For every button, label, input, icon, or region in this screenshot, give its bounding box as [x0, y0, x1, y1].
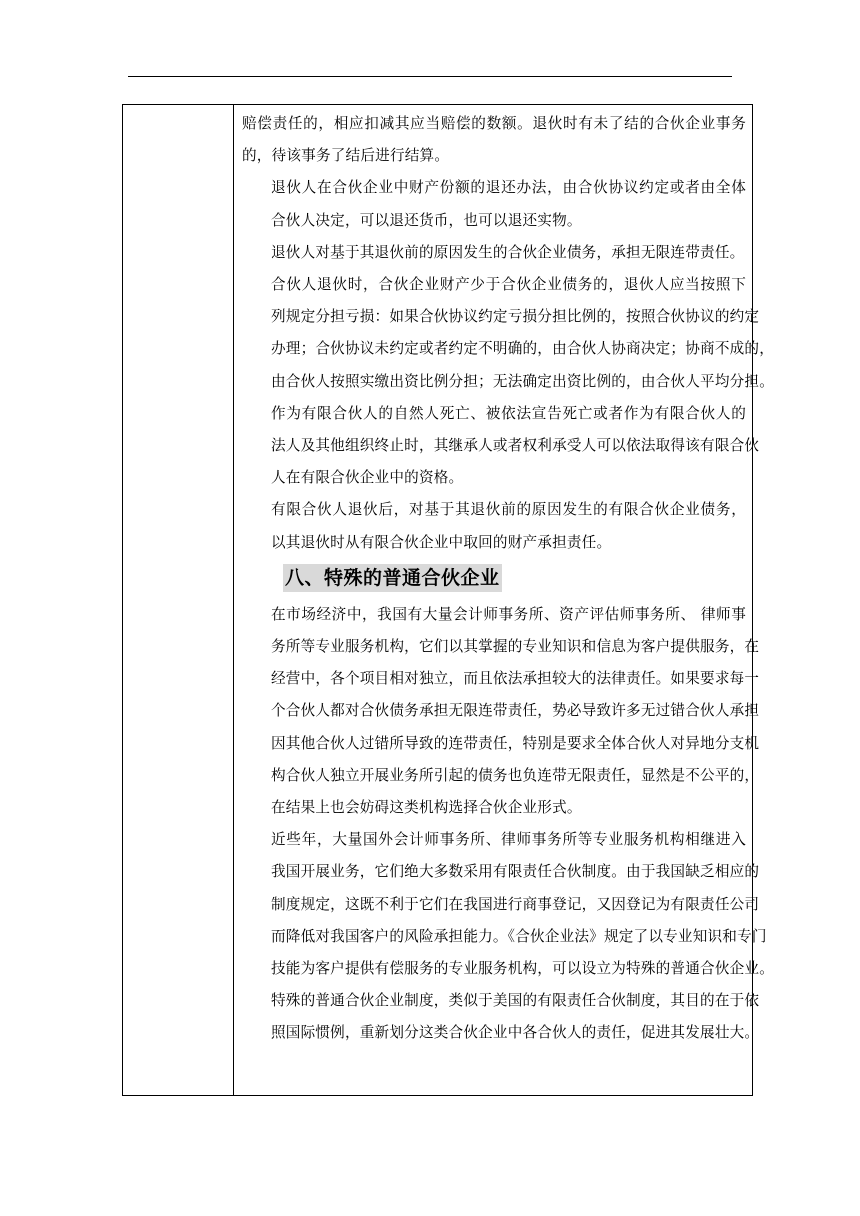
text-line: 办理；合伙协议未约定或者约定不明确的，由合伙人协商决定；协商不成的，: [271, 340, 774, 358]
text-line: 赔偿责任的，相应扣减其应当赔偿的数额。退伙时有未了结的合伙企业事务: [242, 115, 746, 132]
text-line: 构合伙人独立开展业务所引起的债务也负连带无限责任，显然是不公平的，: [271, 766, 760, 784]
text-line: 务所等专业服务机构，它们以其掌握的专业知识和信息为客户提供服务，在: [271, 638, 760, 656]
text-line: 制度规定，这既不利于它们在我国进行商事登记，又因登记为有限责任公司: [271, 895, 760, 913]
text-line: 特殊的普通合伙企业制度，类似于美国的有限责任合伙制度，其目的在于依: [271, 992, 760, 1010]
paragraph-5: [242, 398, 760, 495]
text-line: 经营中，各个项目相对独立，而且依法承担较大的法律责任。如果要求每一: [271, 670, 760, 688]
paragraph-1: [242, 108, 746, 172]
section-heading: 八、特殊的普通合伙企业: [283, 564, 502, 592]
table-left-column: [123, 105, 234, 1095]
paragraph-6: [242, 494, 746, 558]
text-line: 列规定分担亏损：如果合伙协议约定亏损分担比例的，按照合伙协议的约定: [271, 308, 760, 326]
text-line: 而降低对我国客户的风险承担能力。《合伙企业法》规定了以专业知识和专门: [271, 927, 767, 945]
text-line: 个合伙人都对合伙债务承担无限连带责任，势必导致许多无过错合伙人承担: [271, 702, 760, 720]
text-line: 技能为客户提供有偿服务的专业服务机构，可以设立为特殊的普通合伙企业。: [271, 960, 774, 978]
section-heading-row: [242, 559, 746, 599]
text-line: 我国开展业务，它们绝大多数采用有限责任合伙制度。由于我国缺乏相应的: [271, 863, 760, 881]
text-line: 在结果上也会妨碍这类机构选择合伙企业形式。: [271, 799, 582, 817]
text-line: 法人及其他组织终止时，其继承人或者权利承受人可以依法取得该有限合伙: [271, 437, 760, 455]
text-line: 合伙人决定，可以退还货币，也可以退还实物。: [271, 211, 582, 229]
content-table: [122, 104, 774, 1096]
text-line: 的，待该事务了结后进行结算。: [242, 147, 450, 165]
text-line: 有限合伙人退伙后，对基于其退伙前的原因发生的有限合伙企业债务，: [271, 501, 746, 519]
text-line: 合伙人退伙时，合伙企业财产少于合伙企业债务的，退伙人应当按照下: [271, 276, 746, 294]
paragraph-3: [242, 237, 746, 269]
header-rule: [128, 76, 732, 77]
text-line: 近些年，大量国外会计师事务所、律师事务所等专业服务机构相继进入: [271, 831, 746, 849]
text-line: 照国际惯例，重新划分这类合伙企业中各合伙人的责任，促进其发展壮大。: [271, 1024, 760, 1042]
text-line: 作为有限合伙人的自然人死亡、被依法宣告死亡或者作为有限合伙人的: [271, 404, 746, 422]
text-line: 在市场经济中，我国有大量会计师事务所、资产评估师事务所、 律师事: [271, 605, 746, 623]
paragraph-4: [242, 269, 774, 398]
table-content-cell: [242, 105, 774, 1050]
text-line: 人在有限合伙企业中的资格。: [271, 469, 464, 487]
text-line: 退伙人对基于其退伙前的原因发生的合伙企业债务，承担无限连带责任。: [271, 243, 745, 261]
text-line: 以其退伙时从有限合伙企业中取回的财产承担责任。: [271, 533, 612, 551]
paragraph-7: [242, 599, 760, 824]
paragraph-2: [242, 172, 746, 236]
paragraph-8: [242, 824, 774, 1049]
text-line: 因其他合伙人过错所导致的连带责任，特别是要求全体合伙人对异地分支机: [271, 734, 760, 752]
text-line: 退伙人在合伙企业中财产份额的退还办法，由合伙协议约定或者由全体: [271, 179, 746, 197]
text-line: 由合伙人按照实缴出资比例分担；无法确定出资比例的，由合伙人平均分担。: [271, 372, 774, 390]
